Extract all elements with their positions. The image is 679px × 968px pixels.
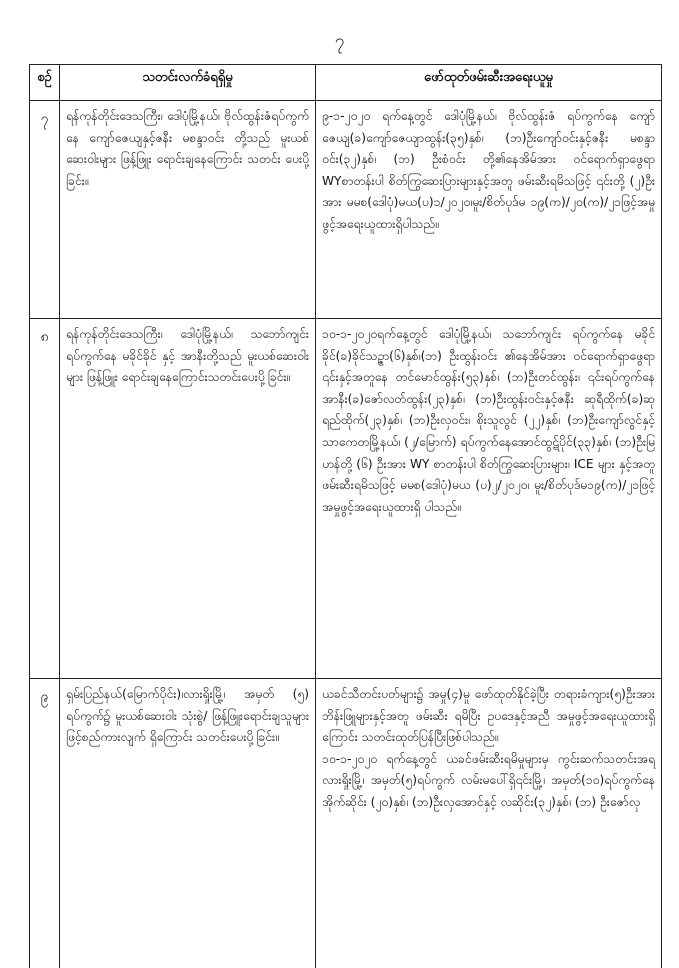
action-paragraph: ၁၀-၁-၂၀၂၀ရက်နေ့တွင် ဒေါပုံမြို့နယ်၊ သဘော်ကျင်း ရပ်ကွက်နေ မခိုင်ခိုင်(ခ)ခိုင်သဉ္ဇာ(၆)နှစ်၊(ဘ) ဦးထွန်းဝင်း ၏နေအိမ်အား ဝင်ရောက်ရှာဖွေရာ ၎င်းနှင့်အတူနေ တင်မောင်ထွန်း(၅၃)နှစ်၊ (ဘ)ဦးတင်ထွန်း၊ ၎င်းရပ်ကွက်နေ အာနီး(ခ)ဇော်လတ်ထွန်း(၂၃)နှစ်၊ (ဘ)ဦးထွန်းဝင်းနှင့်ဇနီး ဆုရီထိုက်(ခ)ဆုရည်ထိုက်(၂၃)နှစ်၊ (ဘ)ဦးလှဝင်း၊ စိုးသူလွင် (၂၂)နှစ်၊ (ဘ)ဦးကျော်လွင်နှင့် သာကေတမြို့နယ်၊ (၂/မြောက်) ရပ်ကွက်နေအောင်ထွဋ်ပိုင်(၃၃)နှစ်၊ (ဘ)ဦးမြဟန်တို့ (၆) ဦးအား WY စာတန်းပါ စိတ်ကြွဆေးပြားများ၊ ICE များ နှင့်အတူ ဖမ်းဆီးရမိသဖြင့် မမစ(ဒေါပုံ)မယ (ပ)၂/၂၀၂၀၊ မူး/စိတ်ပုဒ်မ၁၉(က)/၂၁ဖြင့် အမှုဖွင့်အရေးယူထားရှိ ပါသည်။ [322, 324, 655, 518]
action-paragraph: ၉-၁-၂၀၂၀ ရက်နေ့တွင် ဒေါပုံမြို့နယ်၊ ဗိုလ်ထွန်းဇံ ရပ်ကွက်နေ ကျော်ဇေယျ(ခ)ကျော်ဇေယျာထွန်း(၃၅)နှစ်၊ (ဘ)ဦးကျော်ဝင်းနှင့်ဇနီး မစန္ဒာဝင်း(၃၂)နှစ်၊ (ဘ) ဦးစံဝင်း တို့၏နေအိမ်အား ဝင်ရောက်ရှာဖွေရာ WYစာတန်းပါ စိတ်ကြွဆေးပြားများနှင့်အတူ ဖမ်းဆီးရမိသဖြင့် ၎င်းတို့ (၂)ဦးအား မမစ(ဒေါပုံ)မယ(ပ)၁/၂၀၂၀၊မူး/စိတ်ပုဒ်မ ၁၉(က)/၂၀(က)/၂၁ဖြင့်အမှုဖွင့်အရေးယူထားရှိပါသည်။ [322, 106, 655, 236]
action-paragraph: ယခင်သီတင်းပတ်များ၌ အမှု(၄)မှု ဖော်ထုတ်နိုင်ခဲ့ပြီး တရားခံကျား(၅)ဦးအား ဘိန်းဖြူများနှင့်အတူ ဖမ်းဆီး ရမိပြီး ဥပဒေနှင့်အညီ အမှုဖွင့်အရေးယူထားရှိကြောင်း သတင်းထုတ်ပြန်ပြီးဖြစ်ပါသည်။ [322, 684, 655, 749]
table-row [30, 679, 662, 968]
header-arrest-action: ဖော်ထုတ်ဖမ်းဆီးအရေးယူမှု [316, 65, 662, 101]
table-row [30, 319, 662, 679]
header-information-received: သတင်းလက်ခံရရှိမှု [60, 65, 316, 101]
row-information-text: ရန်ကုန်တိုင်းဒေသကြီး၊ ဒေါပုံမြို့နယ်၊ သဘော်ကျင်း ရပ်ကွက်နေ မခိုင်ခိုင် နှင့် အာနီးတို့သည် မူးယစ်ဆေးဝါးများ ဖြန့်ဖြူး ရောင်းချနေကြောင်းသတင်းပေးပို့ခြင်း။ [60, 319, 316, 679]
table-row [30, 101, 662, 319]
row-information-text: ရန်ကုန်တိုင်းဒေသကြီး၊ ဒေါပုံမြို့နယ်၊ ဗိုလ်ထွန်းဇံရပ်ကွက်နေ ကျော်ဇေယျနှင့်ဇနီး မစန္ဒာဝင်း တို့သည် မူးယစ်ဆေးဝါးများ ဖြန့်ဖြူး ရောင်းချနေကြောင်း သတင်း ပေးပို့ခြင်း။ [60, 101, 316, 319]
header-serial-no: စဉ် [30, 65, 60, 101]
page-number: ၇ [0, 30, 679, 55]
row-action-cell [316, 679, 662, 968]
row-serial-no: ၇ [30, 101, 60, 319]
row-action-cell [316, 319, 662, 679]
row-serial-no: ၉ [30, 679, 60, 968]
row-information-text: ရှမ်းပြည်နယ်(မြောက်ပိုင်း)၊လားရှိုးမြို့၊ အမှတ် (၅) ရပ်ကွက်၌ မူးယစ်ဆေးဝါး သုံးစွဲ/ ဖြန့်ဖြူးရောင်းချသူများ ဖြင့်စည်ကားလျက် ရှိကြောင်း သတင်းပေးပို့ခြင်း။ [60, 679, 316, 968]
row-action-cell [316, 101, 662, 319]
action-paragraph: ၁၀-၁-၂၀၂၀ ရက်နေ့တွင် ယခင်ဖမ်းဆီးရမိမှုများမှ ကွင်းဆက်သတင်းအရ လားရှိုးမြို့၊ အမှတ်(၅)ရပ်ကွက် လမ်းမပေါ်ရှိ၎င်းမြို့၊ အမှတ်(၁၀)ရပ်ကွက်နေအိုက်ဆိုင်း (၂၀)နှစ်၊ (ဘ)ဦးလှအောင်နှင့် လဆိုင်း(၃၂)နှစ်၊ (ဘ) ဦးဇော်လှ [322, 749, 655, 814]
report-table [29, 64, 662, 968]
table-header-row [30, 65, 662, 101]
row-serial-no: ၈ [30, 319, 60, 679]
